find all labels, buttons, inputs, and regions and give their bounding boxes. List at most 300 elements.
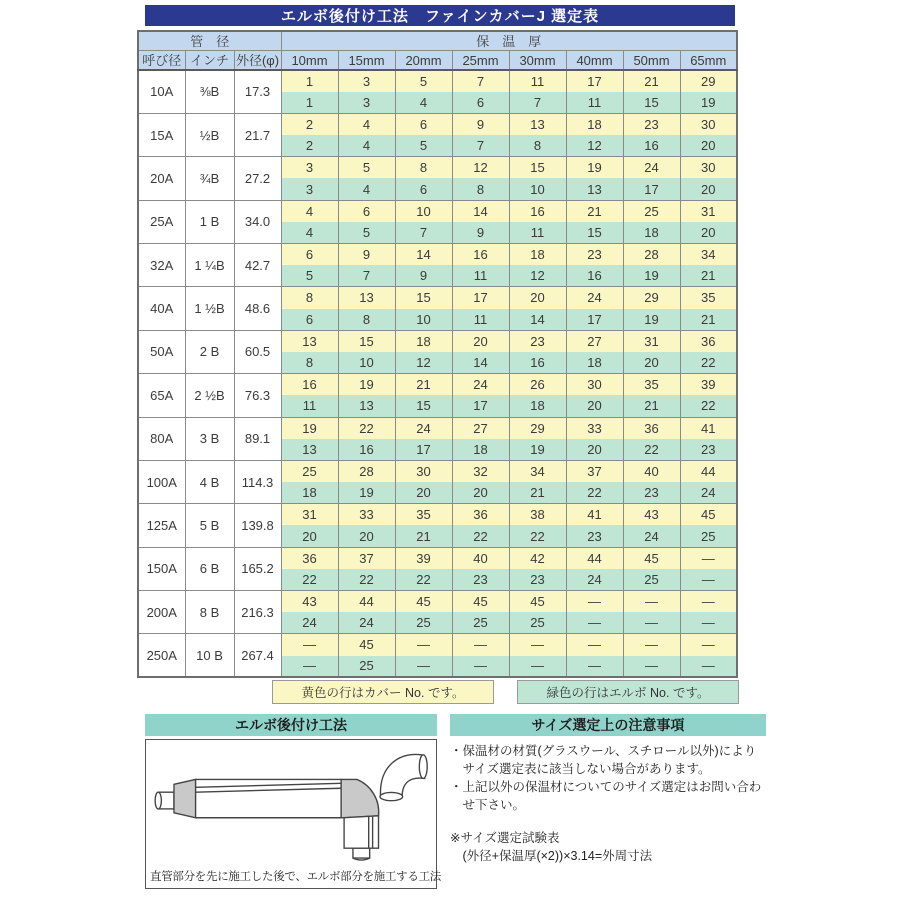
notes-panel-title-bar: [450, 714, 766, 736]
cover-number-cell: 21: [395, 374, 452, 396]
elbow-number-cell: 12: [509, 265, 566, 287]
cover-number-cell: 25: [281, 460, 338, 482]
elbow-number-cell: 18: [281, 482, 338, 504]
cover-number-cell: 40: [623, 460, 680, 482]
cover-number-cell: 44: [566, 547, 623, 569]
cover-number-cell: 44: [338, 591, 395, 613]
cover-number-cell: 35: [680, 287, 737, 309]
elbow-number-cell: 23: [623, 482, 680, 504]
cover-number-cell: —: [509, 634, 566, 656]
cover-number-cell: 15: [509, 157, 566, 179]
outer-diameter-cell: 60.5: [234, 330, 281, 373]
elbow-number-cell: 7: [395, 222, 452, 244]
cover-number-row: [138, 287, 737, 309]
thickness-column-header: 20mm: [395, 51, 452, 71]
inch-size-cell: 1 B: [185, 200, 234, 243]
cover-number-row: [138, 157, 737, 179]
elbow-number-cell: 20: [281, 525, 338, 547]
elbow-number-cell: 20: [566, 395, 623, 417]
nominal-size-cell: 200A: [138, 591, 185, 634]
thickness-column-header: 15mm: [338, 51, 395, 71]
elbow-number-cell: 3: [281, 178, 338, 200]
elbow-number-cell: 14: [452, 352, 509, 374]
cover-number-cell: 8: [395, 157, 452, 179]
cover-number-cell: 16: [281, 374, 338, 396]
outer-diameter-cell: 27.2: [234, 157, 281, 200]
elbow-number-cell: —: [395, 656, 452, 678]
elbow-number-cell: 23: [566, 525, 623, 547]
elbow-number-cell: 13: [338, 395, 395, 417]
outer-diameter-cell: 165.2: [234, 547, 281, 590]
cover-number-cell: 27: [452, 417, 509, 439]
elbow-number-cell: —: [566, 656, 623, 678]
inch-size-cell: 1 ¼B: [185, 244, 234, 287]
elbow-number-cell: 20: [452, 482, 509, 504]
elbow-number-cell: 17: [452, 395, 509, 417]
cover-number-cell: 3: [281, 157, 338, 179]
elbow-number-cell: 23: [680, 439, 737, 461]
cover-number-cell: 4: [338, 113, 395, 135]
cover-number-cell: 29: [680, 70, 737, 92]
cover-number-cell: 41: [680, 417, 737, 439]
cover-number-cell: 30: [680, 113, 737, 135]
cover-number-cell: 29: [623, 287, 680, 309]
elbow-number-cell: 24: [680, 482, 737, 504]
cover-number-cell: 13: [338, 287, 395, 309]
cover-number-cell: 13: [281, 330, 338, 352]
pipe-diameter-group-header: 管 径: [138, 31, 281, 51]
nominal-size-cell: 25A: [138, 200, 185, 243]
table-body: [138, 70, 737, 677]
inch-size-cell: 10 B: [185, 634, 234, 677]
outer-diameter-cell: 89.1: [234, 417, 281, 460]
elbow-number-cell: 21: [509, 482, 566, 504]
elbow-number-cell: 13: [281, 439, 338, 461]
cover-number-cell: 5: [395, 70, 452, 92]
cover-number-row: [138, 330, 737, 352]
legend-elbow-label: 緑色の行はエルボ No. です。: [546, 686, 710, 700]
elbow-number-cell: 4: [338, 178, 395, 200]
notes-bullet: ・保温材の材質(グラスウール、スチロール以外)によりサイズ選定表に該当しない場合があります。: [450, 744, 757, 777]
elbow-number-cell: —: [680, 612, 737, 634]
elbow-number-cell: 8: [281, 352, 338, 374]
cover-number-cell: 9: [452, 113, 509, 135]
inch-size-cell: 2 ½B: [185, 374, 234, 417]
elbow-number-cell: 23: [509, 569, 566, 591]
cover-number-row: [138, 200, 737, 222]
elbow-number-cell: 11: [281, 395, 338, 417]
elbow-number-cell: 25: [338, 656, 395, 678]
cover-number-cell: 16: [509, 200, 566, 222]
cover-number-row: [138, 460, 737, 482]
elbow-number-cell: 23: [452, 569, 509, 591]
cover-number-cell: —: [680, 591, 737, 613]
cover-number-cell: 17: [566, 70, 623, 92]
cover-number-cell: 24: [623, 157, 680, 179]
nominal-size-cell: 80A: [138, 417, 185, 460]
legend-cover-label: 黄色の行はカバー No. です。: [301, 686, 465, 700]
nominal-size-cell: 65A: [138, 374, 185, 417]
cover-number-cell: 45: [680, 504, 737, 526]
nominal-size-cell: 125A: [138, 504, 185, 547]
thickness-column-header: 50mm: [623, 51, 680, 71]
thickness-column-header: 40mm: [566, 51, 623, 71]
cover-number-cell: 10: [395, 200, 452, 222]
cover-number-cell: 23: [623, 113, 680, 135]
cover-number-cell: 18: [566, 113, 623, 135]
elbow-number-cell: 18: [566, 352, 623, 374]
cover-number-cell: 28: [623, 244, 680, 266]
cover-number-row: [138, 374, 737, 396]
elbow-number-cell: 5: [338, 222, 395, 244]
elbow-number-cell: 5: [395, 135, 452, 157]
cover-number-cell: 19: [566, 157, 623, 179]
elbow-number-cell: 12: [566, 135, 623, 157]
cover-number-cell: 43: [623, 504, 680, 526]
cover-number-row: [138, 504, 737, 526]
formula-block: [450, 829, 766, 865]
elbow-number-cell: 11: [452, 309, 509, 331]
notes-panel: [450, 714, 766, 865]
formula-text: (外径+保温厚(×2))×3.14=外周寸法: [462, 848, 653, 863]
elbow-number-cell: —: [452, 656, 509, 678]
cover-number-cell: 35: [623, 374, 680, 396]
outer-diameter-cell: 216.3: [234, 591, 281, 634]
inch-size-cell: 4 B: [185, 460, 234, 503]
cover-number-cell: 6: [281, 244, 338, 266]
notes-panel-title: サイズ選定上の注意事項: [531, 717, 685, 733]
table-header: [138, 31, 737, 70]
elbow-number-cell: 22: [623, 439, 680, 461]
cover-number-row: [138, 547, 737, 569]
elbow-number-cell: 16: [509, 352, 566, 374]
elbow-number-cell: 20: [680, 222, 737, 244]
elbow-number-cell: 24: [281, 612, 338, 634]
method-diagram-box: [145, 739, 441, 889]
cover-number-cell: 45: [395, 591, 452, 613]
method-caption: 直管部分を先に施工した後で、エルボ部分を施工する工法: [150, 871, 441, 883]
elbow-number-cell: 22: [452, 525, 509, 547]
cover-number-cell: 9: [338, 244, 395, 266]
cover-number-cell: 31: [680, 200, 737, 222]
cover-number-cell: 20: [509, 287, 566, 309]
elbow-number-cell: 16: [566, 265, 623, 287]
inch-size-cell: 1 ½B: [185, 287, 234, 330]
cover-number-cell: 22: [338, 417, 395, 439]
elbow-number-cell: —: [281, 656, 338, 678]
nominal-size-cell: 15A: [138, 113, 185, 156]
elbow-number-cell: 4: [281, 222, 338, 244]
cover-number-cell: —: [680, 547, 737, 569]
cover-number-cell: 35: [395, 504, 452, 526]
elbow-number-cell: 17: [395, 439, 452, 461]
cover-number-cell: —: [566, 591, 623, 613]
cover-number-cell: 36: [680, 330, 737, 352]
elbow-number-cell: 18: [452, 439, 509, 461]
elbow-number-cell: 22: [281, 569, 338, 591]
cover-number-row: [138, 244, 737, 266]
cover-number-cell: 34: [680, 244, 737, 266]
thickness-column-header: 25mm: [452, 51, 509, 71]
cover-number-cell: 5: [338, 157, 395, 179]
cover-number-cell: 21: [566, 200, 623, 222]
elbow-number-cell: 18: [509, 395, 566, 417]
elbow-number-cell: 21: [680, 309, 737, 331]
outer-diameter-cell: 139.8: [234, 504, 281, 547]
elbow-number-cell: 11: [452, 265, 509, 287]
cover-number-cell: —: [680, 634, 737, 656]
cover-number-cell: —: [623, 634, 680, 656]
elbow-number-cell: 10: [395, 309, 452, 331]
cover-number-cell: 45: [338, 634, 395, 656]
cover-number-cell: 37: [338, 547, 395, 569]
cover-number-cell: 24: [395, 417, 452, 439]
document-title: エルボ後付け工法 ファインカバーJ 選定表: [280, 8, 600, 25]
cover-number-cell: 32: [452, 460, 509, 482]
pipe-column-header: インチ: [185, 51, 234, 71]
elbow-number-cell: 2: [281, 135, 338, 157]
cover-number-cell: 45: [623, 547, 680, 569]
cover-number-cell: 29: [509, 417, 566, 439]
cover-number-cell: —: [281, 634, 338, 656]
cover-number-cell: 43: [281, 591, 338, 613]
inch-size-cell: ⅜B: [185, 70, 234, 113]
method-panel-title-bar: [145, 714, 437, 736]
cover-number-cell: 18: [395, 330, 452, 352]
legend-elbow-number: [517, 680, 739, 704]
elbow-number-cell: —: [623, 612, 680, 634]
elbow-number-cell: 19: [623, 309, 680, 331]
elbow-number-cell: —: [566, 612, 623, 634]
cover-number-cell: 44: [680, 460, 737, 482]
cover-number-row: [138, 113, 737, 135]
cover-number-row: [138, 634, 737, 656]
cover-number-cell: 2: [281, 113, 338, 135]
cover-number-cell: 15: [338, 330, 395, 352]
cover-number-cell: 28: [338, 460, 395, 482]
outer-diameter-cell: 42.7: [234, 244, 281, 287]
elbow-number-cell: 24: [566, 569, 623, 591]
elbow-number-cell: 9: [452, 222, 509, 244]
nominal-size-cell: 20A: [138, 157, 185, 200]
cover-number-cell: 40: [452, 547, 509, 569]
elbow-number-cell: 19: [623, 265, 680, 287]
cover-number-cell: 13: [509, 113, 566, 135]
elbow-number-cell: 25: [452, 612, 509, 634]
selection-table: [137, 30, 738, 678]
nominal-size-cell: 150A: [138, 547, 185, 590]
elbow-number-cell: 7: [452, 135, 509, 157]
elbow-number-cell: —: [680, 656, 737, 678]
nominal-size-cell: 100A: [138, 460, 185, 503]
cover-number-cell: 21: [623, 70, 680, 92]
inch-size-cell: ½B: [185, 113, 234, 156]
elbow-number-cell: 19: [338, 482, 395, 504]
elbow-number-cell: 21: [680, 265, 737, 287]
nominal-size-cell: 50A: [138, 330, 185, 373]
elbow-number-cell: 10: [509, 178, 566, 200]
notes-bullet: ・上記以外の保温材についてのサイズ選定はお問い合わせ下さい。: [450, 780, 762, 813]
cover-number-cell: 4: [281, 200, 338, 222]
cover-number-cell: 14: [395, 244, 452, 266]
outer-diameter-cell: 17.3: [234, 70, 281, 113]
document-title-bar: [145, 5, 735, 26]
elbow-number-cell: 25: [680, 525, 737, 547]
nominal-size-cell: 40A: [138, 287, 185, 330]
elbow-number-cell: 5: [281, 265, 338, 287]
elbow-number-cell: 15: [395, 395, 452, 417]
nominal-size-cell: 250A: [138, 634, 185, 677]
elbow-number-cell: 22: [566, 482, 623, 504]
elbow-number-cell: 25: [509, 612, 566, 634]
cover-number-cell: —: [395, 634, 452, 656]
elbow-number-cell: 22: [338, 569, 395, 591]
cover-number-cell: 20: [452, 330, 509, 352]
cover-number-cell: 39: [680, 374, 737, 396]
elbow-number-cell: 17: [623, 178, 680, 200]
pipe-column-header: 外径(φ): [234, 51, 281, 71]
outer-diameter-cell: 21.7: [234, 113, 281, 156]
nominal-size-cell: 10A: [138, 70, 185, 113]
elbow-number-cell: 15: [566, 222, 623, 244]
cover-number-cell: 45: [509, 591, 566, 613]
outer-diameter-cell: 114.3: [234, 460, 281, 503]
group-header-row: [138, 31, 737, 51]
elbow-number-cell: 6: [452, 92, 509, 114]
elbow-number-cell: 15: [623, 92, 680, 114]
cover-number-cell: 8: [281, 287, 338, 309]
inch-size-cell: 3 B: [185, 417, 234, 460]
elbow-number-cell: 22: [509, 525, 566, 547]
cover-number-cell: 30: [680, 157, 737, 179]
inch-size-cell: 2 B: [185, 330, 234, 373]
inch-size-cell: 5 B: [185, 504, 234, 547]
elbow-number-cell: 7: [338, 265, 395, 287]
elbow-number-cell: 20: [623, 352, 680, 374]
outer-diameter-cell: 34.0: [234, 200, 281, 243]
cover-number-cell: 16: [452, 244, 509, 266]
formula-title: ※サイズ選定試験表: [450, 830, 560, 845]
elbow-number-cell: 16: [338, 439, 395, 461]
elbow-number-cell: 20: [395, 482, 452, 504]
cover-number-cell: 36: [452, 504, 509, 526]
cover-number-cell: 27: [566, 330, 623, 352]
cover-number-cell: 15: [395, 287, 452, 309]
elbow-number-cell: 24: [623, 525, 680, 547]
elbow-number-cell: 19: [509, 439, 566, 461]
nominal-size-cell: 32A: [138, 244, 185, 287]
elbow-number-cell: 22: [680, 352, 737, 374]
elbow-number-cell: 4: [338, 135, 395, 157]
pipe-column-header: 呼び径: [138, 51, 185, 71]
elbow-number-cell: 21: [623, 395, 680, 417]
elbow-number-cell: 19: [680, 92, 737, 114]
elbow-number-cell: 20: [566, 439, 623, 461]
cover-number-cell: 7: [452, 70, 509, 92]
elbow-number-cell: 13: [566, 178, 623, 200]
cover-number-cell: 30: [566, 374, 623, 396]
column-header-row: [138, 51, 737, 71]
elbow-number-cell: —: [623, 656, 680, 678]
inch-size-cell: ¾B: [185, 157, 234, 200]
cover-number-cell: 3: [338, 70, 395, 92]
cover-number-cell: 31: [623, 330, 680, 352]
inch-size-cell: 8 B: [185, 591, 234, 634]
cover-number-cell: 34: [509, 460, 566, 482]
elbow-number-cell: 8: [452, 178, 509, 200]
cover-number-cell: 36: [623, 417, 680, 439]
elbow-number-cell: 7: [509, 92, 566, 114]
cover-number-cell: —: [452, 634, 509, 656]
cover-number-cell: —: [566, 634, 623, 656]
elbow-diagram-wrap: [146, 744, 436, 862]
elbow-number-cell: 8: [338, 309, 395, 331]
outer-diameter-cell: 48.6: [234, 287, 281, 330]
outer-diameter-cell: 267.4: [234, 634, 281, 677]
elbow-number-cell: 21: [395, 525, 452, 547]
elbow-number-cell: 11: [509, 222, 566, 244]
elbow-number-cell: 12: [395, 352, 452, 374]
cover-number-cell: 17: [452, 287, 509, 309]
cover-number-cell: 23: [566, 244, 623, 266]
elbow-number-cell: 25: [395, 612, 452, 634]
cover-number-row: [138, 591, 737, 613]
elbow-number-cell: 22: [395, 569, 452, 591]
cover-number-cell: 26: [509, 374, 566, 396]
cover-number-cell: 6: [395, 113, 452, 135]
cover-number-cell: 41: [566, 504, 623, 526]
elbow-number-cell: 8: [509, 135, 566, 157]
cover-number-cell: 18: [509, 244, 566, 266]
cover-number-cell: 31: [281, 504, 338, 526]
insulation-thickness-group-header: 保 温 厚: [281, 31, 737, 51]
cover-number-cell: 19: [281, 417, 338, 439]
thickness-column-header: 65mm: [680, 51, 737, 71]
elbow-number-cell: 10: [338, 352, 395, 374]
method-panel: [145, 714, 441, 889]
cover-number-cell: 12: [452, 157, 509, 179]
notes-body: [450, 742, 766, 865]
elbow-number-cell: 6: [281, 309, 338, 331]
elbow-number-cell: 16: [623, 135, 680, 157]
cover-number-cell: 14: [452, 200, 509, 222]
elbow-number-cell: 25: [623, 569, 680, 591]
cover-number-cell: 25: [623, 200, 680, 222]
elbow-number-cell: 6: [395, 178, 452, 200]
outer-diameter-cell: 76.3: [234, 374, 281, 417]
thickness-column-header: 10mm: [281, 51, 338, 71]
legend-cover-number: [272, 680, 494, 704]
cover-number-cell: 1: [281, 70, 338, 92]
cover-number-cell: 33: [566, 417, 623, 439]
notes-bullet-list: [450, 742, 766, 815]
elbow-number-cell: 20: [338, 525, 395, 547]
elbow-number-cell: 9: [395, 265, 452, 287]
cover-number-cell: 11: [509, 70, 566, 92]
cover-number-cell: 24: [452, 374, 509, 396]
inch-size-cell: 6 B: [185, 547, 234, 590]
elbow-number-cell: 20: [680, 178, 737, 200]
method-panel-title: エルボ後付け工法: [235, 717, 347, 733]
elbow-number-cell: 4: [395, 92, 452, 114]
cover-number-cell: 45: [452, 591, 509, 613]
cover-number-cell: 23: [509, 330, 566, 352]
elbow-number-cell: 3: [338, 92, 395, 114]
cover-number-cell: —: [623, 591, 680, 613]
elbow-number-cell: 17: [566, 309, 623, 331]
cover-number-cell: 19: [338, 374, 395, 396]
cover-number-cell: 39: [395, 547, 452, 569]
